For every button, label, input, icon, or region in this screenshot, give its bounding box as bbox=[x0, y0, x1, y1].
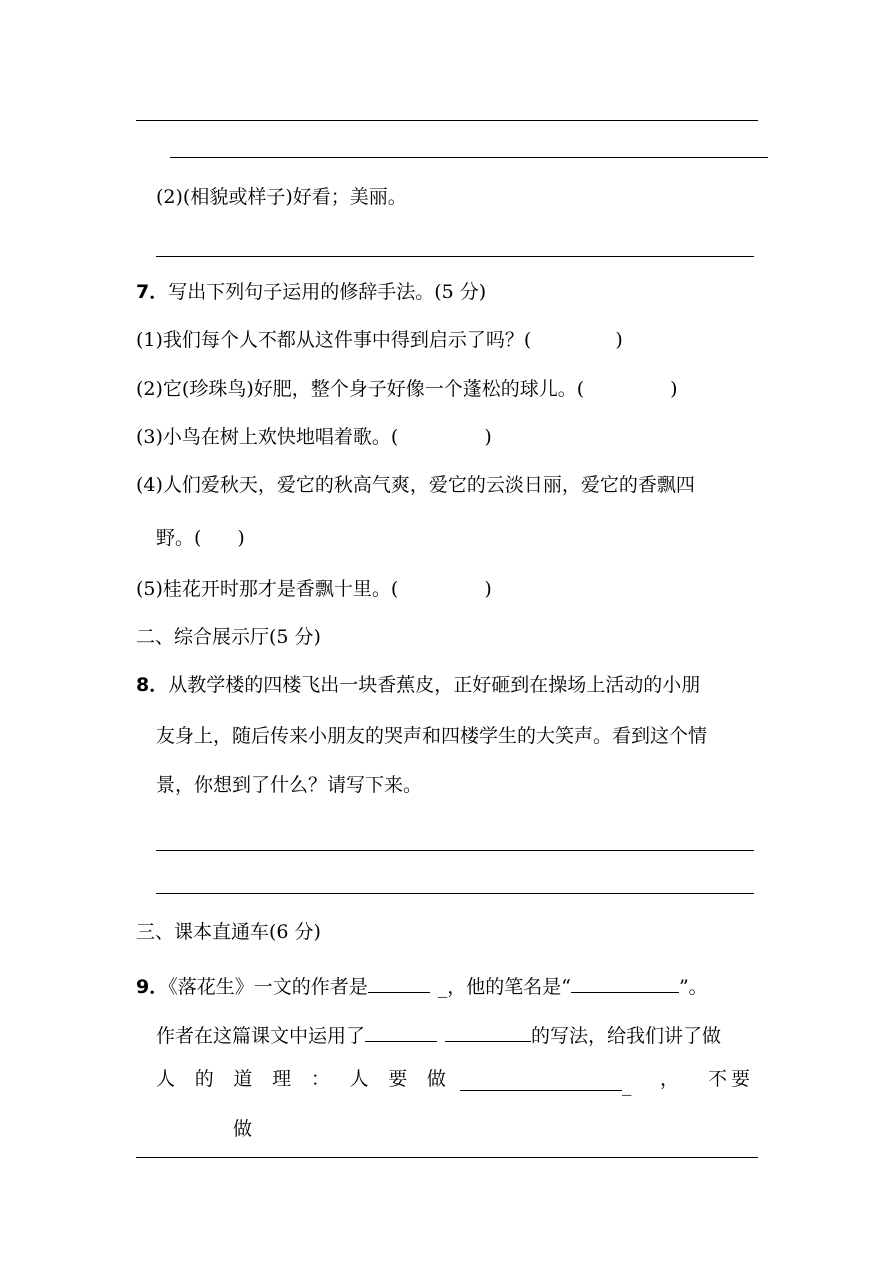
q9-text-1a: 《落花生》一文的作者是 bbox=[168, 975, 368, 998]
q7-item-4-cont bbox=[156, 529, 245, 548]
q7-item-2-text: (2)它(珍珠鸟)好肥，整个身子好像一个蓬松的球儿。( bbox=[136, 378, 585, 400]
q7-item-4: (4)人们爱秋天，爱它的秋高气爽，爱它的云淡日丽，爱它的香飘四 bbox=[136, 474, 695, 496]
q9-text-1c: ”。 bbox=[678, 975, 708, 998]
q9-line-3 bbox=[156, 1070, 446, 1089]
answer-line bbox=[156, 256, 754, 257]
q9-line-2 bbox=[156, 1021, 721, 1046]
should-do-blank[interactable] bbox=[460, 1070, 622, 1091]
answer-line bbox=[136, 1157, 758, 1158]
author-blank[interactable] bbox=[368, 972, 430, 993]
method-blank-1[interactable] bbox=[365, 1021, 437, 1042]
close-paren: ) bbox=[237, 527, 245, 549]
q8-line-1 bbox=[136, 676, 700, 695]
q8-text-1: 从教学楼的四楼飞出一块香蕉皮，正好砸到在操场上活动的小朋 bbox=[168, 674, 701, 696]
answer-line bbox=[156, 850, 754, 851]
q7-heading bbox=[136, 283, 486, 302]
pen-name-blank[interactable] bbox=[571, 972, 671, 993]
q7-title: 写出下列句子运用的修辞手法。(5 分) bbox=[168, 281, 487, 303]
q8-number: 8． bbox=[136, 674, 169, 696]
q7-item-3 bbox=[136, 428, 492, 447]
q9-line-4: 做 bbox=[233, 1118, 253, 1140]
q9-char: 人 bbox=[349, 1068, 369, 1090]
q9-text-2b: 的写法，给我们讲了做 bbox=[531, 1024, 722, 1047]
q9-char: 要 bbox=[388, 1068, 408, 1090]
close-paren: ) bbox=[615, 329, 623, 351]
q9-char: 的 bbox=[194, 1068, 214, 1090]
q8-line-2: 友身上，随后传来小朋友的哭声和四楼学生的大笑声。看到这个情 bbox=[156, 725, 708, 747]
q9-text-1b: _，他的笔名是“ bbox=[437, 975, 571, 998]
q9-char: ： bbox=[310, 1068, 330, 1090]
answer-line bbox=[136, 120, 758, 121]
q9-line-3-blank bbox=[460, 1070, 632, 1095]
q9-tail: _ bbox=[622, 1073, 632, 1096]
close-paren: ) bbox=[484, 426, 492, 448]
q7-item-3-text: (3)小鸟在树上欢快地唱着歌。( bbox=[136, 426, 399, 448]
q9-text-2a: 作者在这篇课文中运用了 bbox=[156, 1024, 366, 1047]
q7-item-5-text: (5)桂花开时那才是香飘十里。( bbox=[136, 578, 399, 600]
q9-char: 理 bbox=[272, 1068, 292, 1090]
q7-item-1-text: (1)我们每个人不都从这件事中得到启示了吗？( bbox=[136, 329, 532, 351]
q7-item-4-cont-text: 野。( bbox=[156, 527, 202, 549]
q9-number: 9． bbox=[136, 975, 169, 998]
close-paren: ) bbox=[484, 578, 492, 600]
method-blank-2[interactable] bbox=[445, 1021, 531, 1042]
q9-char: 人 bbox=[156, 1068, 176, 1090]
q7-item-1 bbox=[136, 331, 623, 350]
section-2-heading: 二、综合展示厅(5 分) bbox=[136, 626, 321, 648]
q7-item-2 bbox=[136, 380, 678, 399]
q7-number: 7． bbox=[136, 281, 169, 303]
close-paren: ) bbox=[670, 378, 678, 400]
q9-comma: ， bbox=[660, 1068, 680, 1090]
answer-line bbox=[156, 893, 754, 894]
q9-char: 做 bbox=[426, 1068, 446, 1090]
answer-line bbox=[170, 157, 768, 158]
q7-item-5 bbox=[136, 580, 492, 599]
q8-line-3: 景，你想到了什么？请写下来。 bbox=[156, 774, 423, 796]
q9-char: 道 bbox=[233, 1068, 253, 1090]
q6-item-2: (2)(相貌或样子)好看；美丽。 bbox=[156, 186, 407, 208]
q9-line-3-end: 不要 bbox=[708, 1068, 755, 1090]
q9-line-1 bbox=[136, 972, 708, 997]
section-3-heading: 三、课本直通车(6 分) bbox=[136, 921, 321, 943]
